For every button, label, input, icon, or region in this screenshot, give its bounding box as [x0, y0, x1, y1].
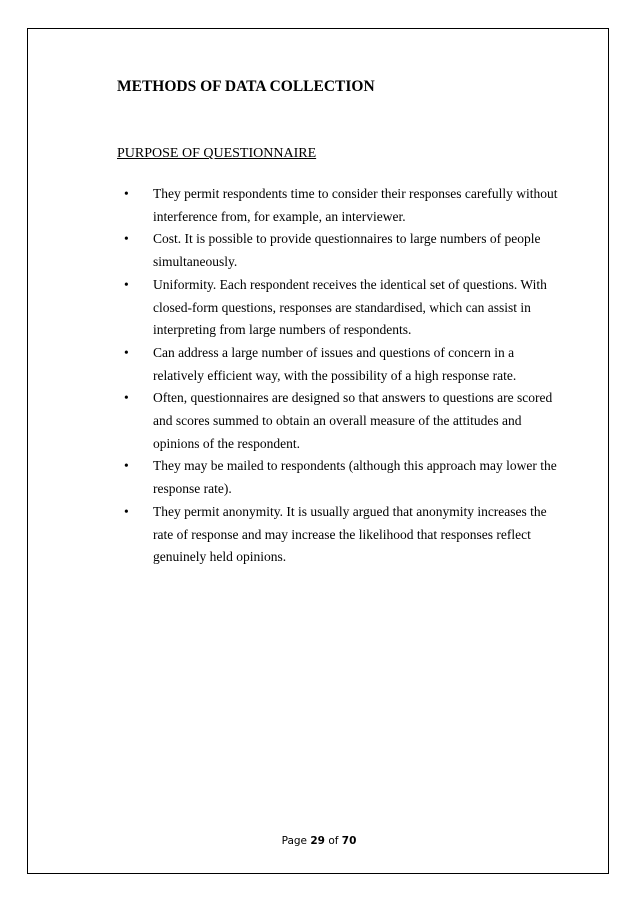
current-page-number: 29	[310, 835, 325, 847]
list-item-text: They permit anonymity. It is usually argued that anonymity increases the rate of response and may increase the likelihood that responses reflect genuinely held opinions.	[153, 503, 547, 565]
bullet-point: •	[124, 186, 129, 201]
bullet-point: •	[124, 458, 129, 474]
page-footer	[0, 835, 638, 847]
list-item-text: They may be mailed to respondents (although this approach may lower the response rate).	[153, 458, 557, 497]
section-subheading: PURPOSE OF QUESTIONNAIRE	[117, 146, 317, 161]
list-item	[120, 342, 560, 387]
list-item	[120, 183, 560, 228]
bullet-list	[120, 183, 560, 569]
list-item	[120, 274, 560, 342]
list-item	[120, 387, 560, 455]
total-page-count: 70	[341, 835, 357, 847]
list-item-text: Cost. It is possible to provide questionnaires to large numbers of people simultaneously.	[153, 231, 541, 270]
list-item	[120, 455, 560, 500]
list-item-text: Uniformity. Each respondent receives the identical set of questions. With closed-form questions, responses are standardised, which can assist in interpreting from large numbers of respondents.	[153, 276, 547, 338]
bullet-point: •	[124, 503, 129, 519]
page-heading: METHODS OF DATA COLLECTION	[117, 78, 375, 95]
bullet-point: •	[124, 276, 129, 292]
footer-page-word: Page	[281, 835, 307, 847]
footer-of-word: of	[328, 835, 339, 847]
list-item-text: They permit respondents time to consider their responses carefully without interference from, for example, an interviewer.	[153, 186, 558, 224]
bullet-point: •	[124, 231, 129, 247]
list-item	[120, 501, 560, 569]
bullet-point: •	[124, 390, 129, 406]
list-item-text: Can address a large number of issues and questions of concern in a relatively efficient way, with the possibility of a high response rate.	[153, 344, 517, 383]
bullet-point: •	[124, 344, 129, 360]
list-item-text: Often, questionnaires are designed so that answers to questions are scored and scores summed to obtain an overall measure of the attitudes and opinions of the respondent.	[153, 390, 553, 451]
list-item	[120, 228, 560, 273]
